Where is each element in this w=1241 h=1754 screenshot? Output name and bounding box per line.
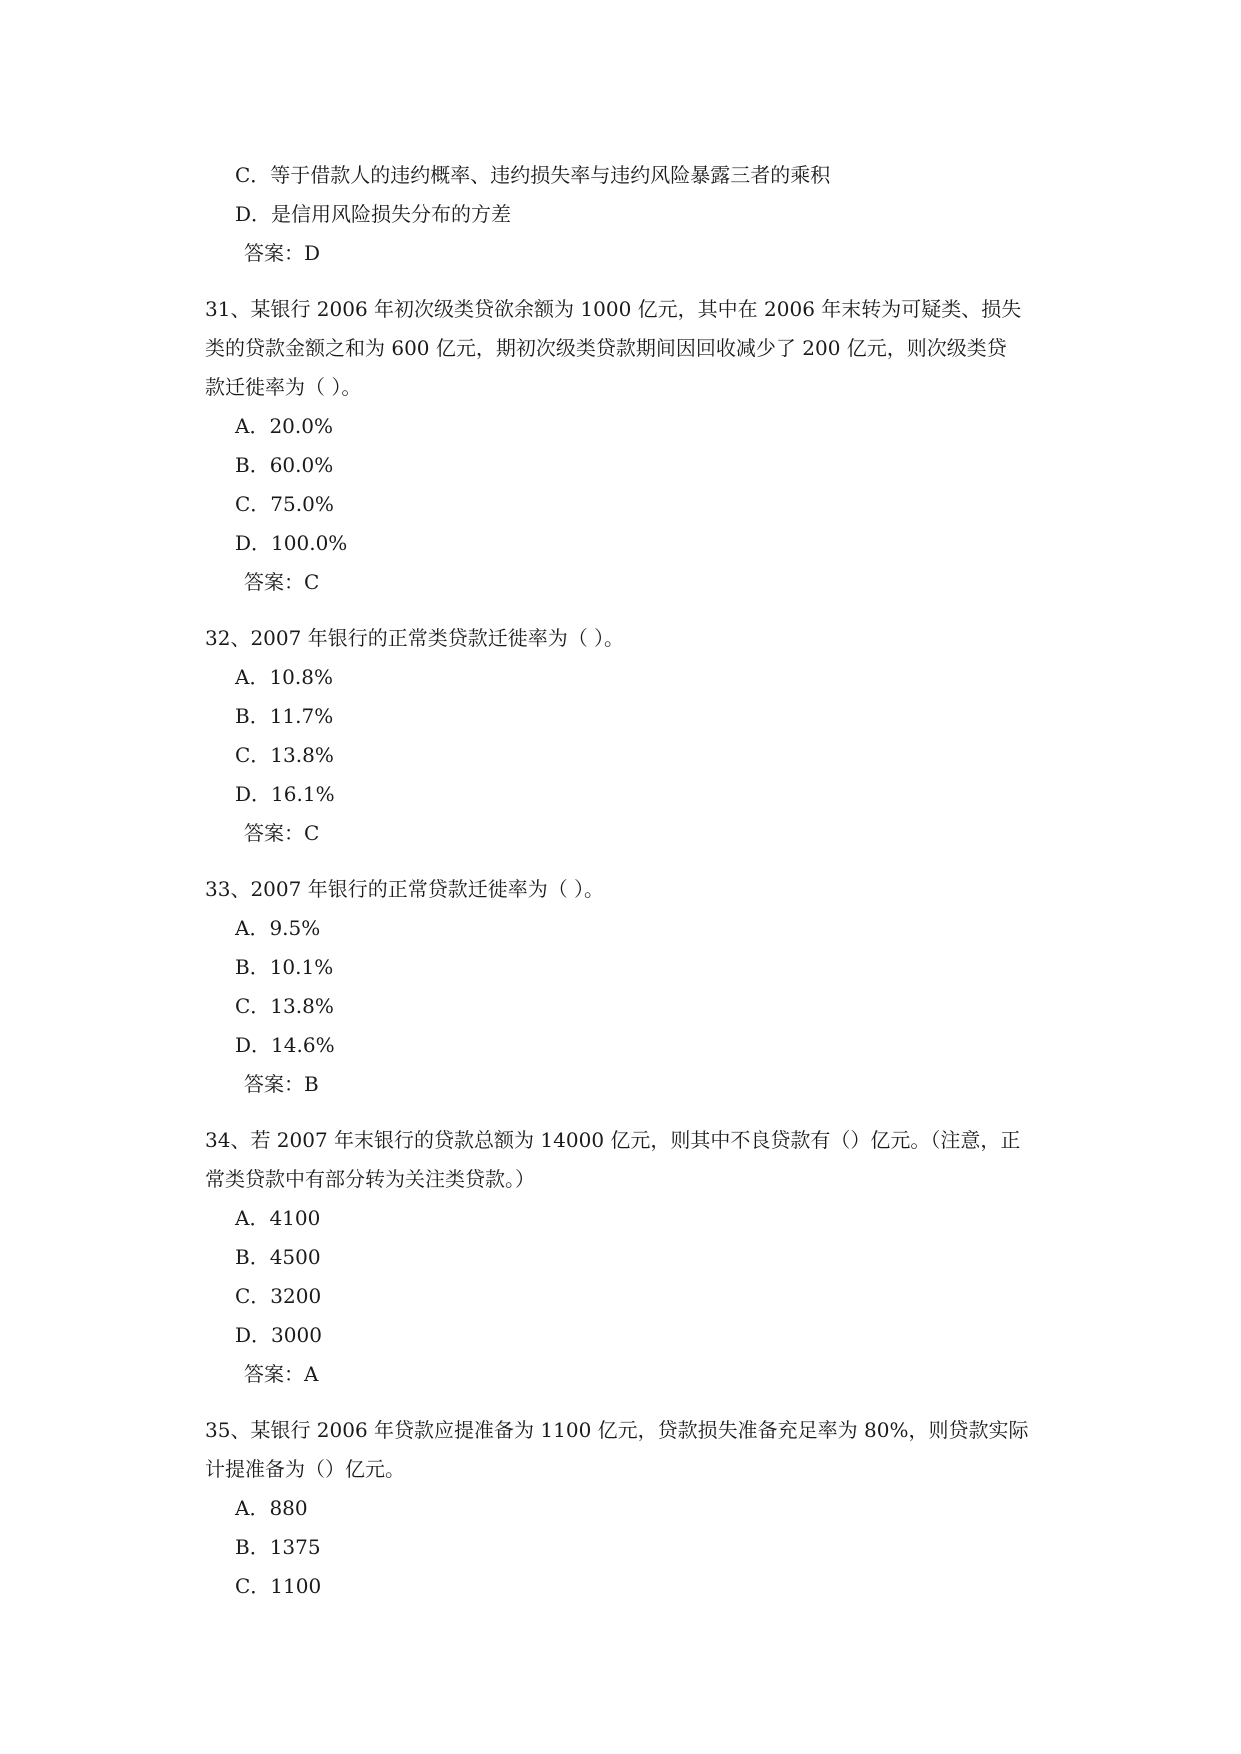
- question-line: 35、某银行 2006 年贷款应提准备为 1100 亿元，贷款损失准备充足率为 80%，则贷款实际: [205, 1418, 1029, 1442]
- option-line: B．10.1%: [235, 955, 334, 979]
- question-line: 31、某银行 2006 年初次级类贷欲余额为 1000 亿元，其中在 2006 年末转为可疑类、损失: [205, 297, 1022, 321]
- option-line: C．1100: [235, 1574, 322, 1598]
- question-list: [205, 156, 1055, 1606]
- question-line: 类的贷款金额之和为 600 亿元，期初次级类贷款期间因回收减少了 200 亿元，则次级类贷: [205, 336, 1007, 360]
- option-line: B．60.0%: [235, 453, 334, 477]
- question-line: 常类贷款中有部分转为关注类贷款。）: [205, 1167, 535, 1191]
- answer-line: 答案：C: [244, 570, 320, 594]
- question-line: 款迁徙率为（ ）。: [205, 375, 362, 399]
- option-line: D．是信用风险损失分布的方差: [235, 202, 512, 226]
- question-line: 计提准备为（）亿元。: [205, 1457, 405, 1481]
- question-line: 34、若 2007 年末银行的贷款总额为 14000 亿元，则其中不良贷款有（）亿元。（注意，正: [205, 1128, 1021, 1152]
- question-text: [205, 870, 1055, 909]
- question-line: 33、2007 年银行的正常贷款迁徙率为（ ）。: [205, 877, 605, 901]
- option-line: A．10.8%: [235, 665, 333, 689]
- option-line: C．13.8%: [235, 743, 334, 767]
- option-line: C．75.0%: [235, 492, 334, 516]
- question-text: [205, 290, 1055, 407]
- option-line: B．4500: [235, 1245, 321, 1269]
- option-line: C．3200: [235, 1284, 322, 1308]
- option-line: B．1375: [235, 1535, 321, 1559]
- option-line: D．16.1%: [235, 782, 335, 806]
- option-line: A．880: [235, 1496, 308, 1520]
- option-line: D．3000: [235, 1323, 322, 1347]
- question-line: 32、2007 年银行的正常类贷款迁徙率为（ ）。: [205, 626, 625, 650]
- option-line: C．13.8%: [235, 994, 334, 1018]
- option-line: C．等于借款人的违约概率、违约损失率与违约风险暴露三者的乘积: [235, 163, 831, 187]
- option-line: D．14.6%: [235, 1033, 335, 1057]
- question-text: [205, 1121, 1055, 1199]
- answer-line: 答案：B: [244, 1072, 319, 1096]
- question-text: [205, 1411, 1055, 1489]
- answer-line: 答案：A: [244, 1362, 319, 1386]
- question-text: [205, 619, 1055, 658]
- option-line: A．9.5%: [235, 916, 321, 940]
- option-line: D．100.0%: [235, 531, 348, 555]
- option-line: A．4100: [235, 1206, 321, 1230]
- answer-line: 答案：C: [244, 821, 320, 845]
- answer-line: 答案：D: [244, 241, 321, 265]
- option-line: B．11.7%: [235, 704, 334, 728]
- option-line: A．20.0%: [235, 414, 333, 438]
